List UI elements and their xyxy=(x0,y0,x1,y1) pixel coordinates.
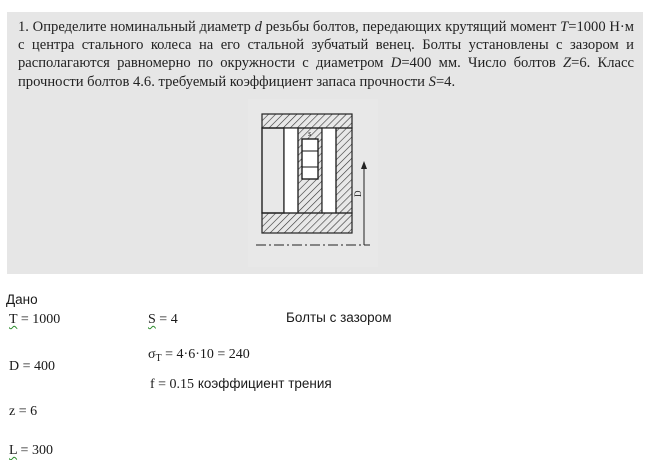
given-torque: T = 1000 xyxy=(9,312,61,327)
torque-symbol: T xyxy=(9,312,18,327)
figure-s-label: s xyxy=(308,129,312,138)
friction-note: коэффициент трения xyxy=(197,376,332,391)
safety-symbol: S xyxy=(148,312,156,327)
length-symbol: L xyxy=(9,443,18,458)
given-safety-factor: S = 4 xyxy=(148,312,178,327)
problem-text: 1. Определите номинальный диаметр d резьбы болтов, передающих крутящий момент T=1000 Н·м с центра стального колеса на его стальной зубчатый венец. Болты установлены с зазором и располагаются равномерно по окружности с диаметром D=400 мм. Число болтов Z=6. Класс прочности болтов 4.6. требуемый коэффициент запаса прочности S=4. xyxy=(18,19,634,90)
given-diameter: D = 400 xyxy=(9,359,56,374)
bolts-clearance-note: Болты с зазором xyxy=(286,310,392,325)
given-bolt-count: z = 6 xyxy=(9,404,38,419)
friction-coefficient: f = 0.15 коэффициент трения xyxy=(150,376,332,392)
yield-strength: $\sigma_T = 4\cdot 6\cdot 10 = 240$ xyxy=(148,347,250,364)
given-length: L = 300 xyxy=(9,443,53,458)
given-heading: Дано xyxy=(6,292,38,307)
bolt-joint-figure xyxy=(248,99,378,267)
figure-dim-label: D xyxy=(353,190,363,197)
